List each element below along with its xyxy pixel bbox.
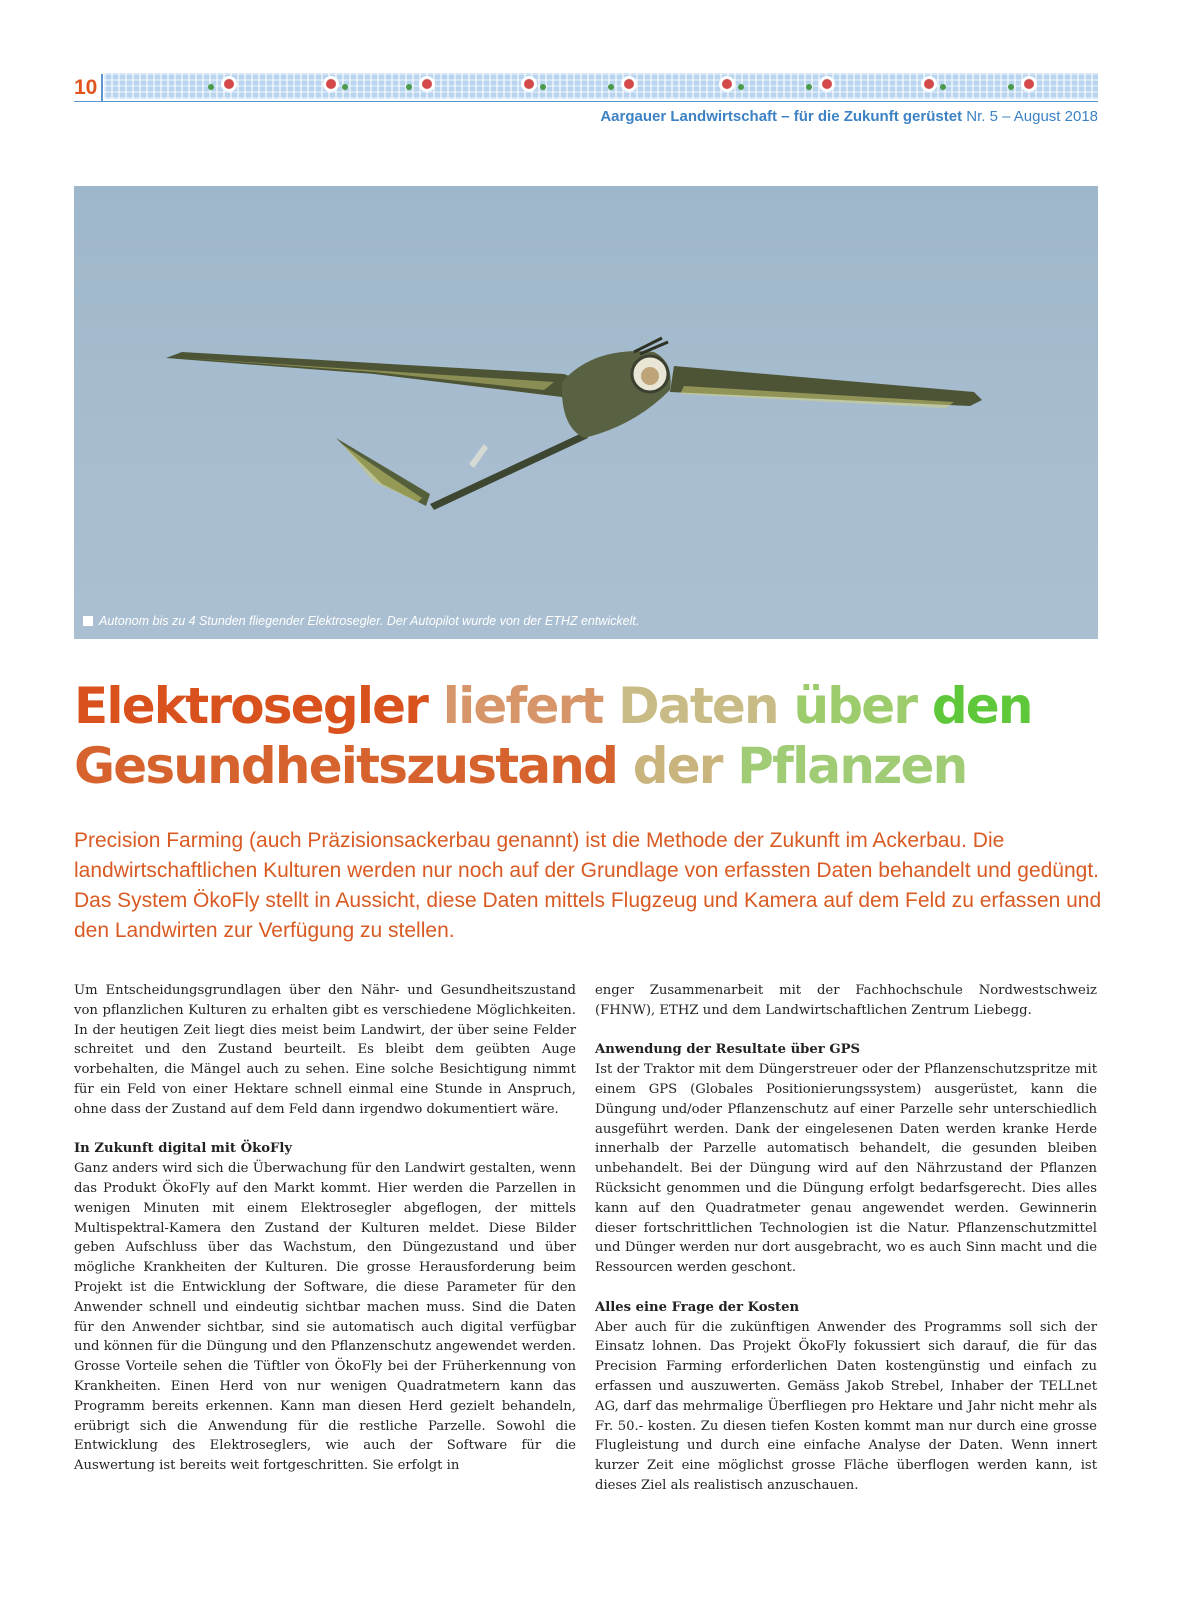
headline-word: Elektrosegler <box>74 677 428 735</box>
page-number: 10 <box>74 76 98 99</box>
decorative-ribbon <box>104 73 1098 99</box>
headline-word: der <box>632 737 722 795</box>
headline-word: liefert <box>442 677 603 735</box>
headline-word: Daten <box>618 677 778 735</box>
glider-illustration <box>74 186 1098 639</box>
section-heading: In Zukunft digital mit ÖkoFly <box>74 1141 293 1157</box>
headline <box>74 676 1114 796</box>
publication-title: Aargauer Landwirtschaft – für die Zukunft gerüstet <box>600 108 963 125</box>
photo-caption <box>83 614 639 628</box>
body-column-left <box>74 981 576 1476</box>
section-paragraph: Ganz anders wird sich die Überwachung für den Landwirt gestalten, wenn das Produkt ÖkoFly auf den Markt kommt. Hier werden die Parzellen in wenigen Minuten mit einem Elektrosegler abgeflogen, der mittels Multispektral-Kamera den Zustand der Kulturen meldet. Diese Bilder geben Aufschluss über das Wachstum, den Düngezustand und über mögliche Krankheiten der Kulturen. Die grosse Herausforderung beim Projekt ist die Entwicklung der Software, die diese Parameter für den Anwender schnell und eindeutig sichtbar machen muss. Sind die Daten für den Anwender sichtbar, sind sie automatisch auch digital verfügbar und können für die Düngung und den Pflanzenschutz angewendet werden. Grosse Vorteile sehen die Tüftler von ÖkoFly bei der Früherkennung von Krankheiten. Einen Herd von nur wenigen Quadratmetern kann das Programm bereits erkennen. Kann man diesen Herd gezielt behandeln, erübrigt sich die Anwendung für die restliche Parzelle. Sowohl die Entwicklung des Elektroseglers, wie auch der Software für die Auswertung ist bereits weit fortgeschritten. Sie erfolgt in <box>74 1161 576 1474</box>
section-paragraph: Ist der Traktor mit dem Düngerstreuer oder der Pflanzenschutzspritze mit einem GPS (Globales Positionierungssystem) ausgerüstet, kann die Düngung und/oder Pflanzenschutz auf einer Parzelle sehr unterschiedlich ausgeführt werden. Dank der eingelesenen Daten werden kranke Herde innerhalb der Parzelle automatisch behandelt, die gesunden bleiben unbehandelt. Bei der Düngung wird auf den Nährzustand der Pflanzen Rücksicht genommen und die Düngung erfolgt bedarfsgerecht. Dies alles kann auf den Quadratmeter genau angewendet werden. Gewinnerin dieser fortschrittlichen Technologien ist die Natur. Pflanzenschutzmittel und Dünger werden nur dort ausgebracht, wo es auch Sinn macht und die Ressourcen werden geschont. <box>595 1062 1097 1276</box>
header-rule <box>74 101 1098 102</box>
caption-marker-icon <box>83 616 93 626</box>
section-heading: Anwendung der Resultate über GPS <box>595 1042 861 1058</box>
page-number-divider <box>101 74 103 102</box>
headline-word: über <box>793 677 917 735</box>
headline-word: Pflanzen <box>737 737 967 795</box>
body-column-right <box>595 981 1097 1496</box>
intro-paragraph: Um Entscheidungsgrundlagen über den Nähr- und Gesundheitszustand von pflanzlichen Kulturen zu erhalten gibt es verschiedene Möglichkeiten. In der heutigen Zeit liegt dies meist beim Landwirt, der über seine Felder schreitet und den Zustand beurteilt. Es bleibt dem geübten Auge vorbehalten, die Mängel auch zu sehen. Eine solche Besichtigung nimmt für ein Feld von einer Hektare schnell einmal eine Stunde in Anspruch, ohne dass der Zustand auf dem Feld dann irgendwo dokumentiert wäre. <box>74 983 576 1117</box>
headline-word: Gesundheitszustand <box>74 737 618 795</box>
section-paragraph: Aber auch für die zukünftigen Anwender des Programms soll sich der Einsatz lohnen. Das Projekt ÖkoFly fokussiert sich darauf, die für das Precision Farming erforderlichen Daten kostengünstig und einfach zu erfassen und auszuwerten. Gemäss Jakob Strebel, Inhaber der TELLnet AG, darf das mehrmalige Überfliegen pro Hektare und Jahr nicht mehr als Fr. 50.- kosten. Zu diesen tiefen Kosten kommt man nur durch eine grosse Flugleistung und durch eine einfache Analyse der Daten. Wenn innert kurzer Zeit eine möglichst grosse Fläche überflogen werden kann, ist dieses Ziel als realistisch anzuschauen. <box>595 1319 1097 1493</box>
caption-text: Autonom bis zu 4 Stunden fliegender Elektrosegler. Der Autopilot wurde von der ETHZ entwickelt. <box>99 614 640 628</box>
running-head <box>600 108 1098 125</box>
continued-paragraph: enger Zusammenarbeit mit der Fachhochschule Nordwestschweiz (FHNW), ETHZ und dem Landwirtschaftlichen Zentrum Liebegg. <box>595 983 1097 1018</box>
headline-word: den <box>931 677 1032 735</box>
section-heading: Alles eine Frage der Kosten <box>595 1299 800 1315</box>
article-photo <box>74 186 1098 639</box>
issue-info: Nr. 5 – August 2018 <box>966 108 1098 125</box>
lead-paragraph: Precision Farming (auch Präzisionsackerbau genannt) ist die Methode der Zukunft im Ackerbau. Die landwirtschaftlichen Kulturen werden nur noch auf der Grundlage von erfassten Daten behandelt und gedüngt. Das System ÖkoFly stellt in Aussicht, diese Daten mittels Flugzeug und Kamera auf dem Feld zu erfassen und den Landwirten zur Verfügung zu stellen. <box>74 829 1102 942</box>
